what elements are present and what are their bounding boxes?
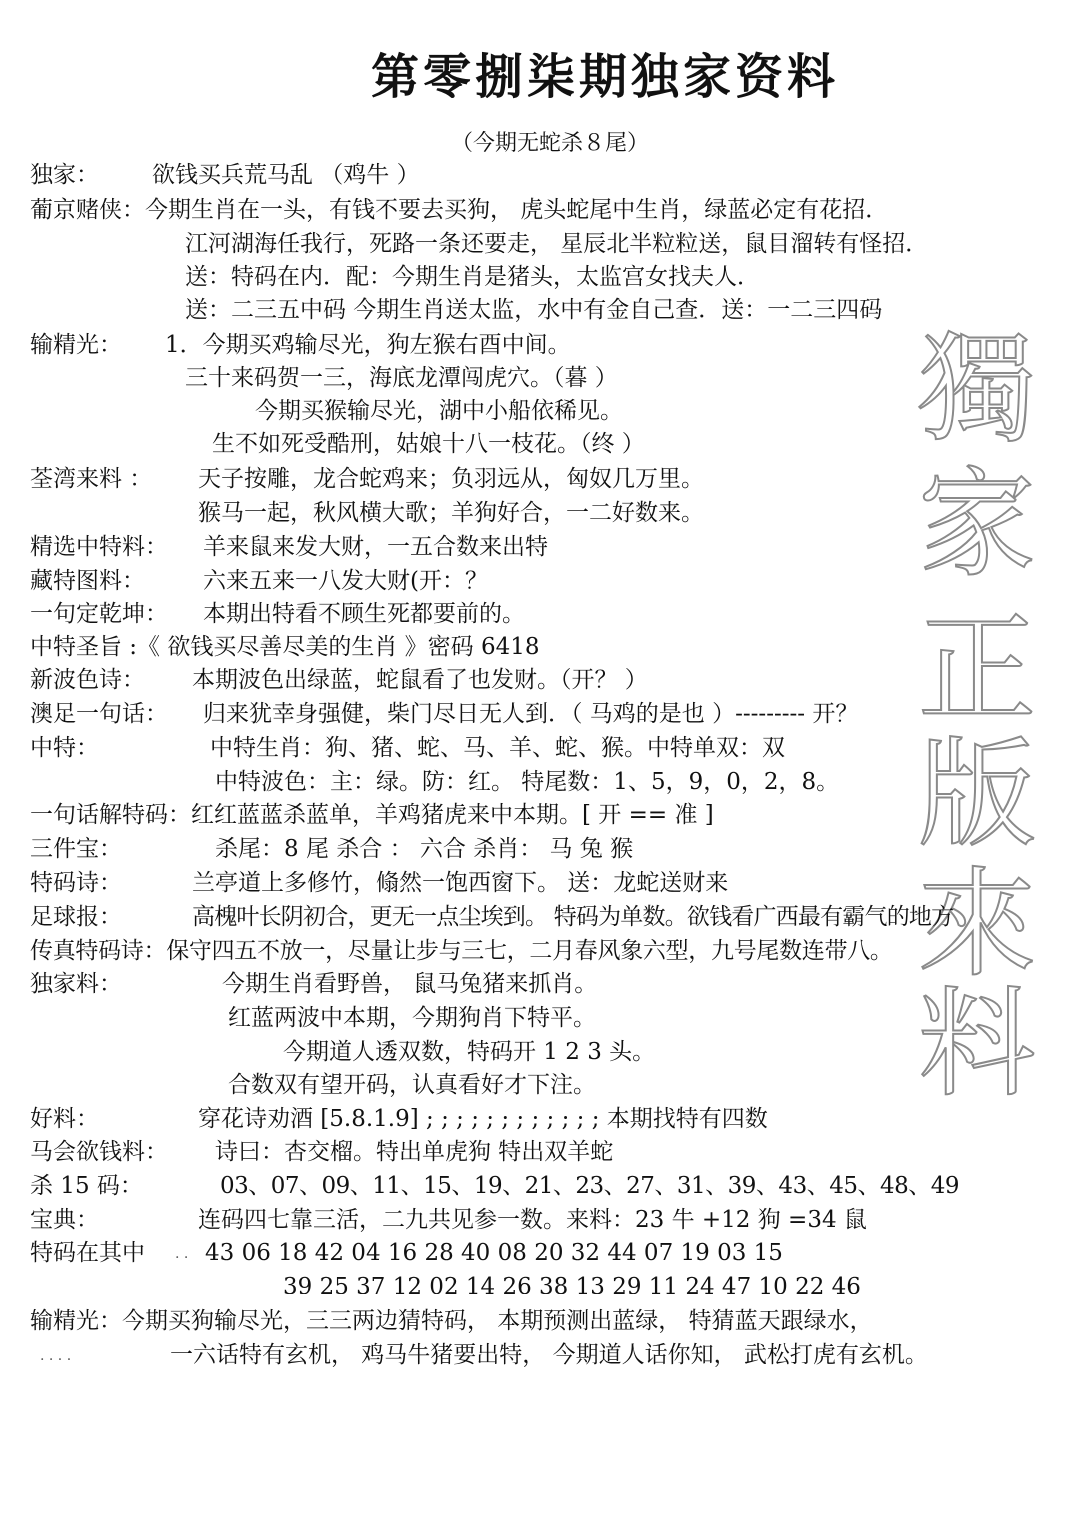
text-line: 中特圣旨 :《 欲钱买尽善尽美的生肖 》密码 6418 bbox=[30, 634, 540, 660]
watermark-char: 料 bbox=[918, 975, 1037, 1113]
section-label-baodian: 宝典： bbox=[30, 1207, 99, 1233]
section-label-zuqiubao: 足球报： bbox=[30, 904, 122, 930]
scan-dots: . . bbox=[175, 1246, 189, 1262]
text-line: 本期出特看不顾生死都要前的。 bbox=[203, 601, 525, 627]
text-line: 六来五来一八发大财(开：？ bbox=[203, 568, 488, 594]
section-label-zhongte: 中特： bbox=[30, 735, 99, 761]
section-label-cangte: 藏特图料： bbox=[30, 568, 145, 594]
text-line: 送：特码在内．配：今期生肖是猪头，太监宫女找夫人． bbox=[185, 264, 760, 290]
watermark-char: 來 bbox=[918, 855, 1037, 993]
text-line: 杀尾：8 尾 杀合 ： 六合 杀肖： 马 兔 猴 bbox=[215, 836, 634, 862]
text-line: 中特波色：主：绿。防：红。 特尾数：1、5，9，0，2，8。 bbox=[215, 769, 840, 795]
text-line: 高槐叶长阴初合，更无一点尘埃到。 特码为单数。欲钱看广西最有霸气的地方 bbox=[192, 904, 954, 930]
text-line: 天子按雕，龙合蛇鸡来；负羽远从，匈奴几万里。 bbox=[198, 466, 704, 492]
text-line: 诗曰：杏交榴。特出单虎狗 特出双羊蛇 bbox=[215, 1139, 614, 1165]
text-line: 连码四七靠三活，二九共见参一数。来料：23 牛 +12 狗 =34 鼠 bbox=[198, 1207, 867, 1233]
text-line: 今期生肖看野兽， 鼠马兔猪来抓肖。 bbox=[222, 971, 598, 997]
section-label-aozu: 澳足一句话： bbox=[30, 701, 168, 727]
text-line: 03、07、09、11、15、19、21、23、27、31、39、43、45、48、49 bbox=[220, 1173, 959, 1199]
section-label-mahui: 马会欲钱料： bbox=[30, 1139, 168, 1165]
text-line: 合数双有望开码，认真看好才下注。 bbox=[228, 1072, 596, 1098]
text-line: 一六话特有玄机， 鸡马牛猪要出特， 今期道人话你知， 武松打虎有玄机。 bbox=[170, 1342, 928, 1368]
section-label-dujialiao: 独家料： bbox=[30, 971, 122, 997]
section-label-quanwan: 荃湾来料 ： bbox=[30, 466, 153, 492]
section-label-temashi: 特码诗： bbox=[30, 870, 122, 896]
page-title: 第零捌柒期独家资料 bbox=[370, 49, 839, 105]
text-line: 一句话解特码：红红蓝蓝杀蓝单，羊鸡猪虎来中本期。[ 开 == 准 ] bbox=[30, 802, 714, 828]
number-row: 43 06 18 42 04 16 28 40 08 20 32 44 07 19 03 15 bbox=[205, 1240, 783, 1266]
text-line: 红蓝两波中本期，今期狗肖下特平。 bbox=[228, 1005, 596, 1031]
section-label-sanjianbao: 三件宝： bbox=[30, 836, 122, 862]
text-line: 羊来鼠来发大财，一五合数来出特 bbox=[203, 534, 548, 560]
text-line: 传真特码诗：保守四五不放一，尽量让步与三七，二月春风象六型，九号尾数连带八。 bbox=[30, 938, 893, 964]
watermark-char: 正 bbox=[918, 600, 1037, 738]
section-label-xinbose: 新波色诗： bbox=[30, 667, 145, 693]
section-label-haoliao: 好料： bbox=[30, 1106, 99, 1132]
text-line: 穿花诗劝酒 [5.8.1.9] ; ; ; ; ; ; ; ; ; ; ; ; 本期找特有四数 bbox=[198, 1106, 768, 1132]
text-line: 中特生肖：狗、猪、蛇、马、羊、蛇、猴。中特单双：双 bbox=[210, 735, 785, 761]
scan-dots: . . . . bbox=[40, 1348, 72, 1364]
text-line: 今期道人透双数，特码开 1 2 3 头。 bbox=[283, 1039, 656, 1065]
section-label-shujingguang: 输精光： bbox=[30, 332, 122, 358]
text-line: 1．今期买鸡输尽光，狗左猴右酉中间。 bbox=[165, 332, 571, 358]
text-line: 欲钱买兵荒马乱 （鸡牛 ） bbox=[152, 162, 420, 188]
text-line: 葡京赌侠：今期生肖在一头，有钱不要去买狗， 虎头蛇尾中生肖，绿蓝必定有花招． bbox=[30, 197, 889, 223]
text-line: 今期买猴输尽光，湖中小船依稀见。 bbox=[255, 398, 623, 424]
watermark-char: 獨 bbox=[918, 320, 1037, 458]
text-line: 送：二三五中码 今期生肖送太监，水中有金自己查．送：一二三四码 bbox=[185, 297, 883, 323]
text-line: 江河湖海任我行，死路一条还要走， 星辰北半粒粒送，鼠目溜转有怪招． bbox=[185, 231, 929, 257]
section-label-jingxuan: 精选中特料： bbox=[30, 534, 168, 560]
section-label-tema-qizhong: 特码在其中 bbox=[30, 1240, 145, 1266]
text-line: 本期波色出绿蓝，蛇鼠看了也发财。（开？ ） bbox=[192, 667, 648, 693]
section-label-sha15ma: 杀 15 码： bbox=[30, 1173, 143, 1199]
section-label-dujia: 独家： bbox=[30, 162, 99, 188]
text-line: 三十来码贺一三，海底龙潭闯虎穴。（暮 ） bbox=[185, 365, 618, 391]
text-line: 归来犹幸身强健，柴门尽日无人到．（ 马鸡的是也 ）--------- 开？ bbox=[203, 701, 859, 727]
text-line: 猴马一起，秋风横大歌；羊狗好合，一二好数来。 bbox=[198, 500, 704, 526]
text-line: 兰亭道上多修竹，翛然一饱西窗下。 送：龙蛇送财来 bbox=[192, 870, 729, 896]
page-subtitle: （今期无蛇杀８尾） bbox=[450, 131, 649, 156]
watermark-char: 家 bbox=[918, 455, 1037, 593]
text-line: 生不如死受酷刑，姑娘十八一枝花。（终 ） bbox=[212, 431, 645, 457]
watermark-char: 版 bbox=[918, 725, 1037, 863]
text-line: 输精光：今期买狗输尽光，三三两边猜特码， 本期预测出蓝绿， 特猜蓝天跟绿水， bbox=[30, 1308, 873, 1334]
number-row: 39 25 37 12 02 14 26 38 13 29 11 24 47 10 22 46 bbox=[283, 1274, 861, 1294]
section-label-yijuding: 一句定乾坤： bbox=[30, 601, 168, 627]
